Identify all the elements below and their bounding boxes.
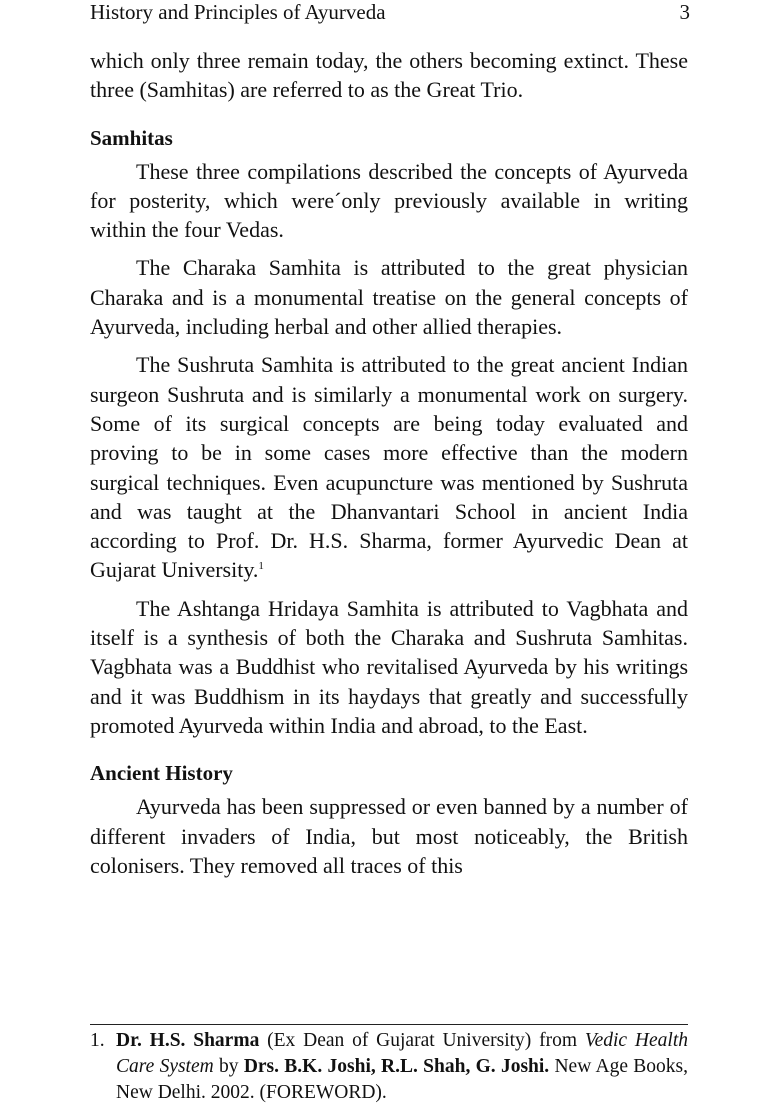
paragraph-charaka: The Charaka Samhita is attributed to the great physician Charaka and is a monumental treatise on the general concepts of Ayurveda, including herbal and other allied therapies. [90,255,688,340]
page-number: 3 [679,0,690,24]
footnote-reference[interactable]: 1 [258,560,264,573]
paragraph-continuation: which only three remain today, the others becoming extinct. These three (Samhitas) are referred to as the Great Trio. [90,48,688,103]
running-header [90,0,690,26]
paragraph-sushruta-text: The Sushruta Samhita is attributed to the great ancient Indian surgeon Sushruta and is similarly a monumental work on surgery. Some of its surgical concepts are being today evaluated and proving to be in some cases more effective than the modern surgical techniques. Even acupuncture was mentioned by Sushruta and was taught at the Dhanvantari School in ancient India according to Prof. Dr. H.S. Sharma, former Ayurvedic Dean at Gujarat University. [90,352,688,583]
footnote-part3: New Age Books, New Delhi. 2002. (FOREWORD). [116,1056,689,1103]
body-text [90,46,688,880]
paragraph-ashtanga: The Ashtanga Hridaya Samhita is attributed to Vagbhata and itself is a synthesis of both the Charaka and Sushruta Samhitas. Vagbhata was a Buddhist who revitalised Ayurveda by his writings and it was Buddhism in its haydays that greatly and successfully promoted Ayurveda within India and abroad, to the East. [90,595,688,738]
footnote-text [116,1028,688,1106]
footnote-part2: by [213,1056,244,1077]
paragraph-ancient-history: Ayurveda has been suppressed or even banned by a number of different invaders of India, but most noticeably, the British colonisers. They removed all traces of this [90,794,688,878]
running-title: History and Principles of Ayurveda [90,0,386,24]
section-heading-samhitas: Samhitas [90,125,173,150]
footnote-editors: Drs. B.K. Joshi, R.L. Shah, G. Joshi. [243,1056,550,1077]
footnote-number: 1. [90,1030,105,1051]
paragraph-sushruta [90,350,688,584]
footnote [90,1028,688,1106]
footnote-book-title: Vedic Health Care System [116,1030,688,1077]
footnote-part1: (Ex Dean of Gujarat University) from [259,1030,585,1051]
footnote-divider [90,1024,688,1025]
section-heading-ancient-history: Ancient History [90,761,233,786]
paragraph-compilations: These three compilations described the concepts of Ayurveda for posterity, which were´only previously available in writing within the four Vedas. [90,158,688,243]
footnote-author: Dr. H.S. Sharma [116,1030,260,1051]
